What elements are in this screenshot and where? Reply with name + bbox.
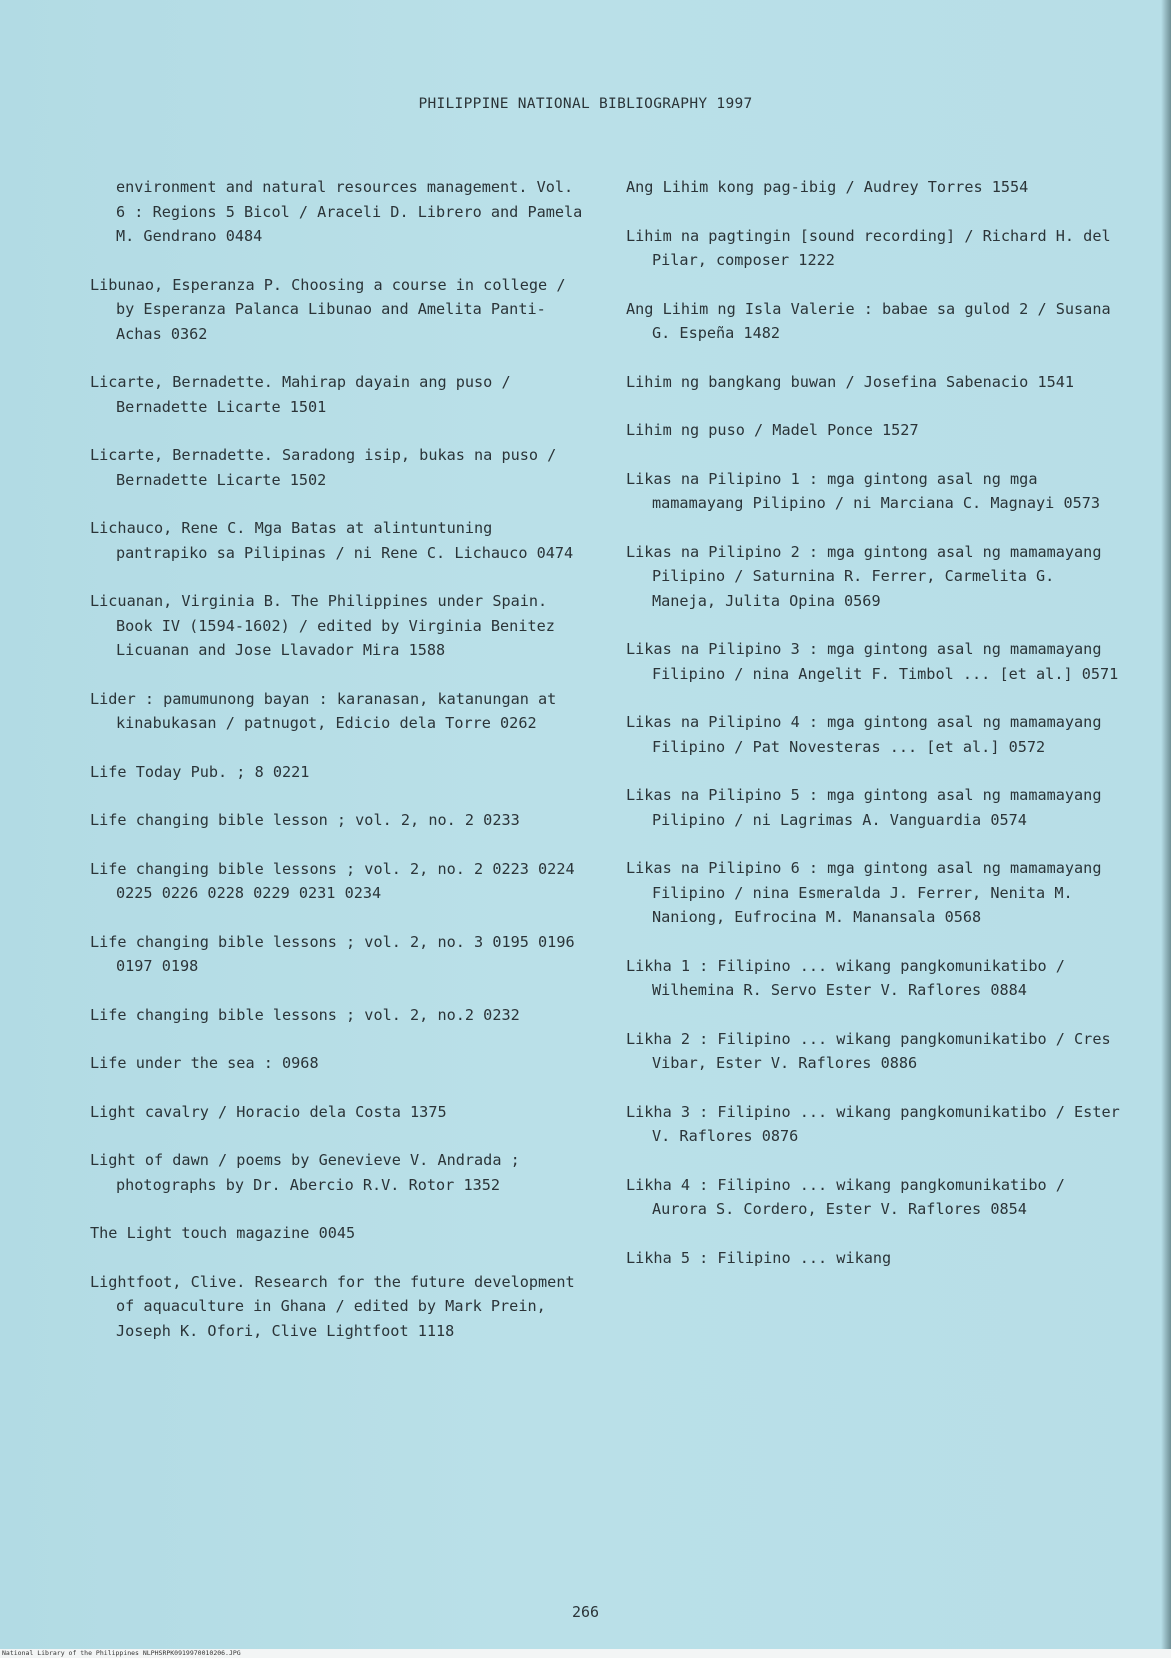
bib-entry: Likas na Pilipino 3 : mga gintong asal ng mamamayang Filipino / nina Angelit F. Timbol ... [et al.] 0571 [626,640,1119,683]
page-number: 266 [571,1603,600,1621]
bib-entry: Lihim na pagtingin [sound recording] / Richard H. del Pilar, composer 1222 [626,226,1111,269]
bib-entry: Life changing bible lessons ; vol. 2, no. 3 0195 0196 0197 0198 [90,932,575,975]
bib-entry: Licarte, Bernadette. Saradong isip, bukas na puso / Bernadette Licarte 1502 [90,446,557,489]
bib-entry: Light of dawn / poems by Genevieve V. Andrada ; photographs by Dr. Abercio R.V. Rotor 1352 [90,1151,520,1194]
bib-entry: Likha 3 : Filipino ... wikang pangkomunikatibo / Ester V. Raflores 0876 [626,1102,1120,1145]
bib-entry: Libunao, Esperanza P. Choosing a course in college / by Esperanza Palanca Libunao and Amelita Panti-Achas 0362 [90,275,566,343]
bib-entry: Lihim ng bangkang buwan / Josefina Sabenacio 1541 [626,372,1075,391]
bib-entry: Likas na Pilipino 5 : mga gintong asal ng mamamayang Pilipino / ni Lagrimas A. Vanguardia 0574 [626,786,1102,829]
bib-entry: Likha 2 : Filipino ... wikang pangkomunikatibo / Cres Vibar, Ester V. Raflores 0886 [626,1029,1111,1072]
bib-entry: environment and natural resources management. Vol. 6 : Regions 5 Bicol / Araceli D. Librero and Pamela M. Gendrano 0484 [116,178,583,245]
bib-entry: Licarte, Bernadette. Mahirap dayain ang puso / Bernadette Licarte 1501 [90,373,511,416]
bib-entry: Ang Lihim kong pag-ibig / Audrey Torres 1554 [626,178,1029,196]
bib-entry: Life under the sea : 0968 [90,1054,319,1072]
bib-entry: Lightfoot, Clive. Research for the future development of aquaculture in Ghana / edited by Mark Prein, Joseph K. Ofori, Clive Lightfoot 1118 [90,1272,575,1340]
bib-entry: Licuanan, Virginia B. The Philippines under Spain. Book IV (1594-1602) / edited by Virginia Benitez Licuanan and Jose Llavador Mira 1588 [90,592,555,659]
bib-entry: Ang Lihim ng Isla Valerie : babae sa gulod 2 / Susana G. Espeña 1482 [626,299,1111,342]
bib-entry: Life changing bible lesson ; vol. 2, no. 2 0233 [90,811,520,829]
page-edge-shadow [1161,0,1171,1658]
bib-entry: Likha 5 : Filipino ... wikang [626,1248,892,1267]
bib-entry: Lichauco, Rene C. Mga Batas at alintuntuning pantrapiko sa Pilipinas / ni Rene C. Lichauco 0474 [90,519,574,562]
page-header: PHILIPPINE NATIONAL BIBLIOGRAPHY 1997 [418,96,753,112]
bib-entry: Likha 1 : Filipino ... wikang pangkomunikatibo / Wilhemina R. Servo Ester V. Raflores 0884 [626,956,1065,999]
bib-entry: Light cavalry / Horacio dela Costa 1375 [90,1102,447,1121]
right-column [626,175,1126,1294]
left-column [90,175,590,1367]
bib-entry: Likas na Pilipino 2 : mga gintong asal ng mamamayang Pilipino / Saturnina R. Ferrer, Carmelita G. Maneja, Julita Opina 0569 [626,542,1102,610]
scan-credit: National Library of the Philippines NLPHSRPK0919970010206.JPG [2,1649,241,1657]
bib-entry: Life changing bible lessons ; vol. 2, no.2 0232 [90,1005,520,1024]
bib-entry: Likha 4 : Filipino ... wikang pangkomunikatibo / Aurora S. Cordero, Ester V. Raflores 0854 [626,1175,1065,1218]
bib-entry: Likas na Pilipino 4 : mga gintong asal ng mamamayang Filipino / Pat Novesteras ... [et al.] 0572 [626,713,1102,756]
bib-entry: Likas na Pilipino 6 : mga gintong asal ng mamamayang Filipino / nina Esmeralda J. Ferrer, Nenita M. Naniong, Eufrocina M. Manansala 0568 [626,859,1102,926]
bib-entry: The Light touch magazine 0045 [90,1224,356,1242]
bib-entry: Life Today Pub. ; 8 0221 [90,762,310,781]
bib-entry: Likas na Pilipino 1 : mga gintong asal ng mga mamamayang Pilipino / ni Marciana C. Magnayi 0573 [626,469,1101,512]
bib-entry: Life changing bible lessons ; vol. 2, no. 2 0223 0224 0225 0226 0228 0229 0231 0234 [90,859,575,902]
bib-entry: Lihim ng puso / Madel Ponce 1527 [626,421,919,439]
bib-entry: Lider : pamumunong bayan : karanasan, katanungan at kinabukasan / patnugot, Edicio dela Torre 0262 [90,689,557,732]
